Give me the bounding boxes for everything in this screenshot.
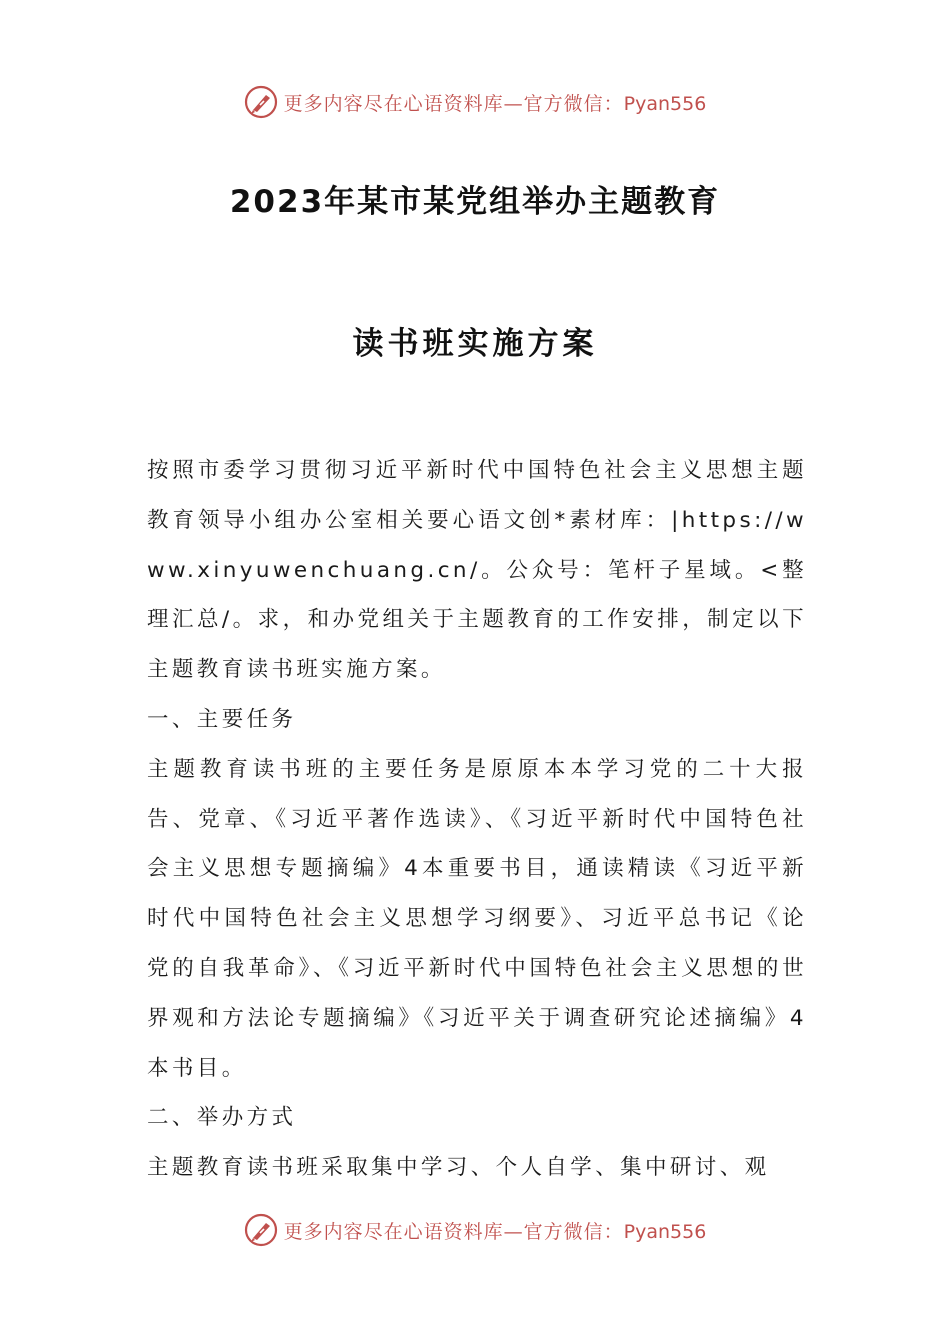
footer-watermark <box>0 1210 950 1250</box>
document-title-line-2: 读书班实施方案 <box>352 326 598 362</box>
paragraph-main-tasks: 主题教育读书班的主要任务是原原本本学习党的二十大报告、党章、《习近平著作选读》、《习近平新时代中国特色社会主义思想专题摘编》4本重要书目，通读精读《习近平新时代中国特色社会主义思想学习纲要》、习近平总书记《论党的自我革命》、《习近平新时代中国特色社会主义思想的世界观和方法论专题摘编》《习近平关于调查研究论述摘编》4本书目。 <box>147 756 807 1081</box>
pen-nib-logo-icon <box>244 85 278 119</box>
section-heading-main-tasks: 一、主要任务 <box>147 706 297 732</box>
document-title-line-1: 2023年某市某党组举办主题教育 <box>229 184 721 220</box>
watermark-account: Pyan556 <box>623 1220 707 1243</box>
paragraph-intro: 按照市委学习贯彻习近平新时代中国特色社会主义思想主题教育领导小组办公室相关要心语文创*素材库：|https://www.xinyuwenchuang.cn/。公众号：笔杆子星域。<整理汇总/。求，和办党组关于主题教育的工作安排，制定以下主题教育读书班实施方案。 <box>147 458 807 683</box>
header-watermark <box>0 82 950 122</box>
document-body <box>147 446 807 1193</box>
watermark-account: Pyan556 <box>623 92 707 115</box>
section-heading-format: 二、举办方式 <box>147 1105 297 1131</box>
watermark-text: 更多内容尽在心语资料库—官方微信：Pyan556 <box>283 1220 707 1243</box>
pen-nib-logo-icon <box>244 1213 278 1247</box>
watermark-text: 更多内容尽在心语资料库—官方微信：Pyan556 <box>283 92 707 115</box>
paragraph-format: 主题教育读书班采取集中学习、个人自学、集中研讨、观 <box>147 1155 770 1181</box>
